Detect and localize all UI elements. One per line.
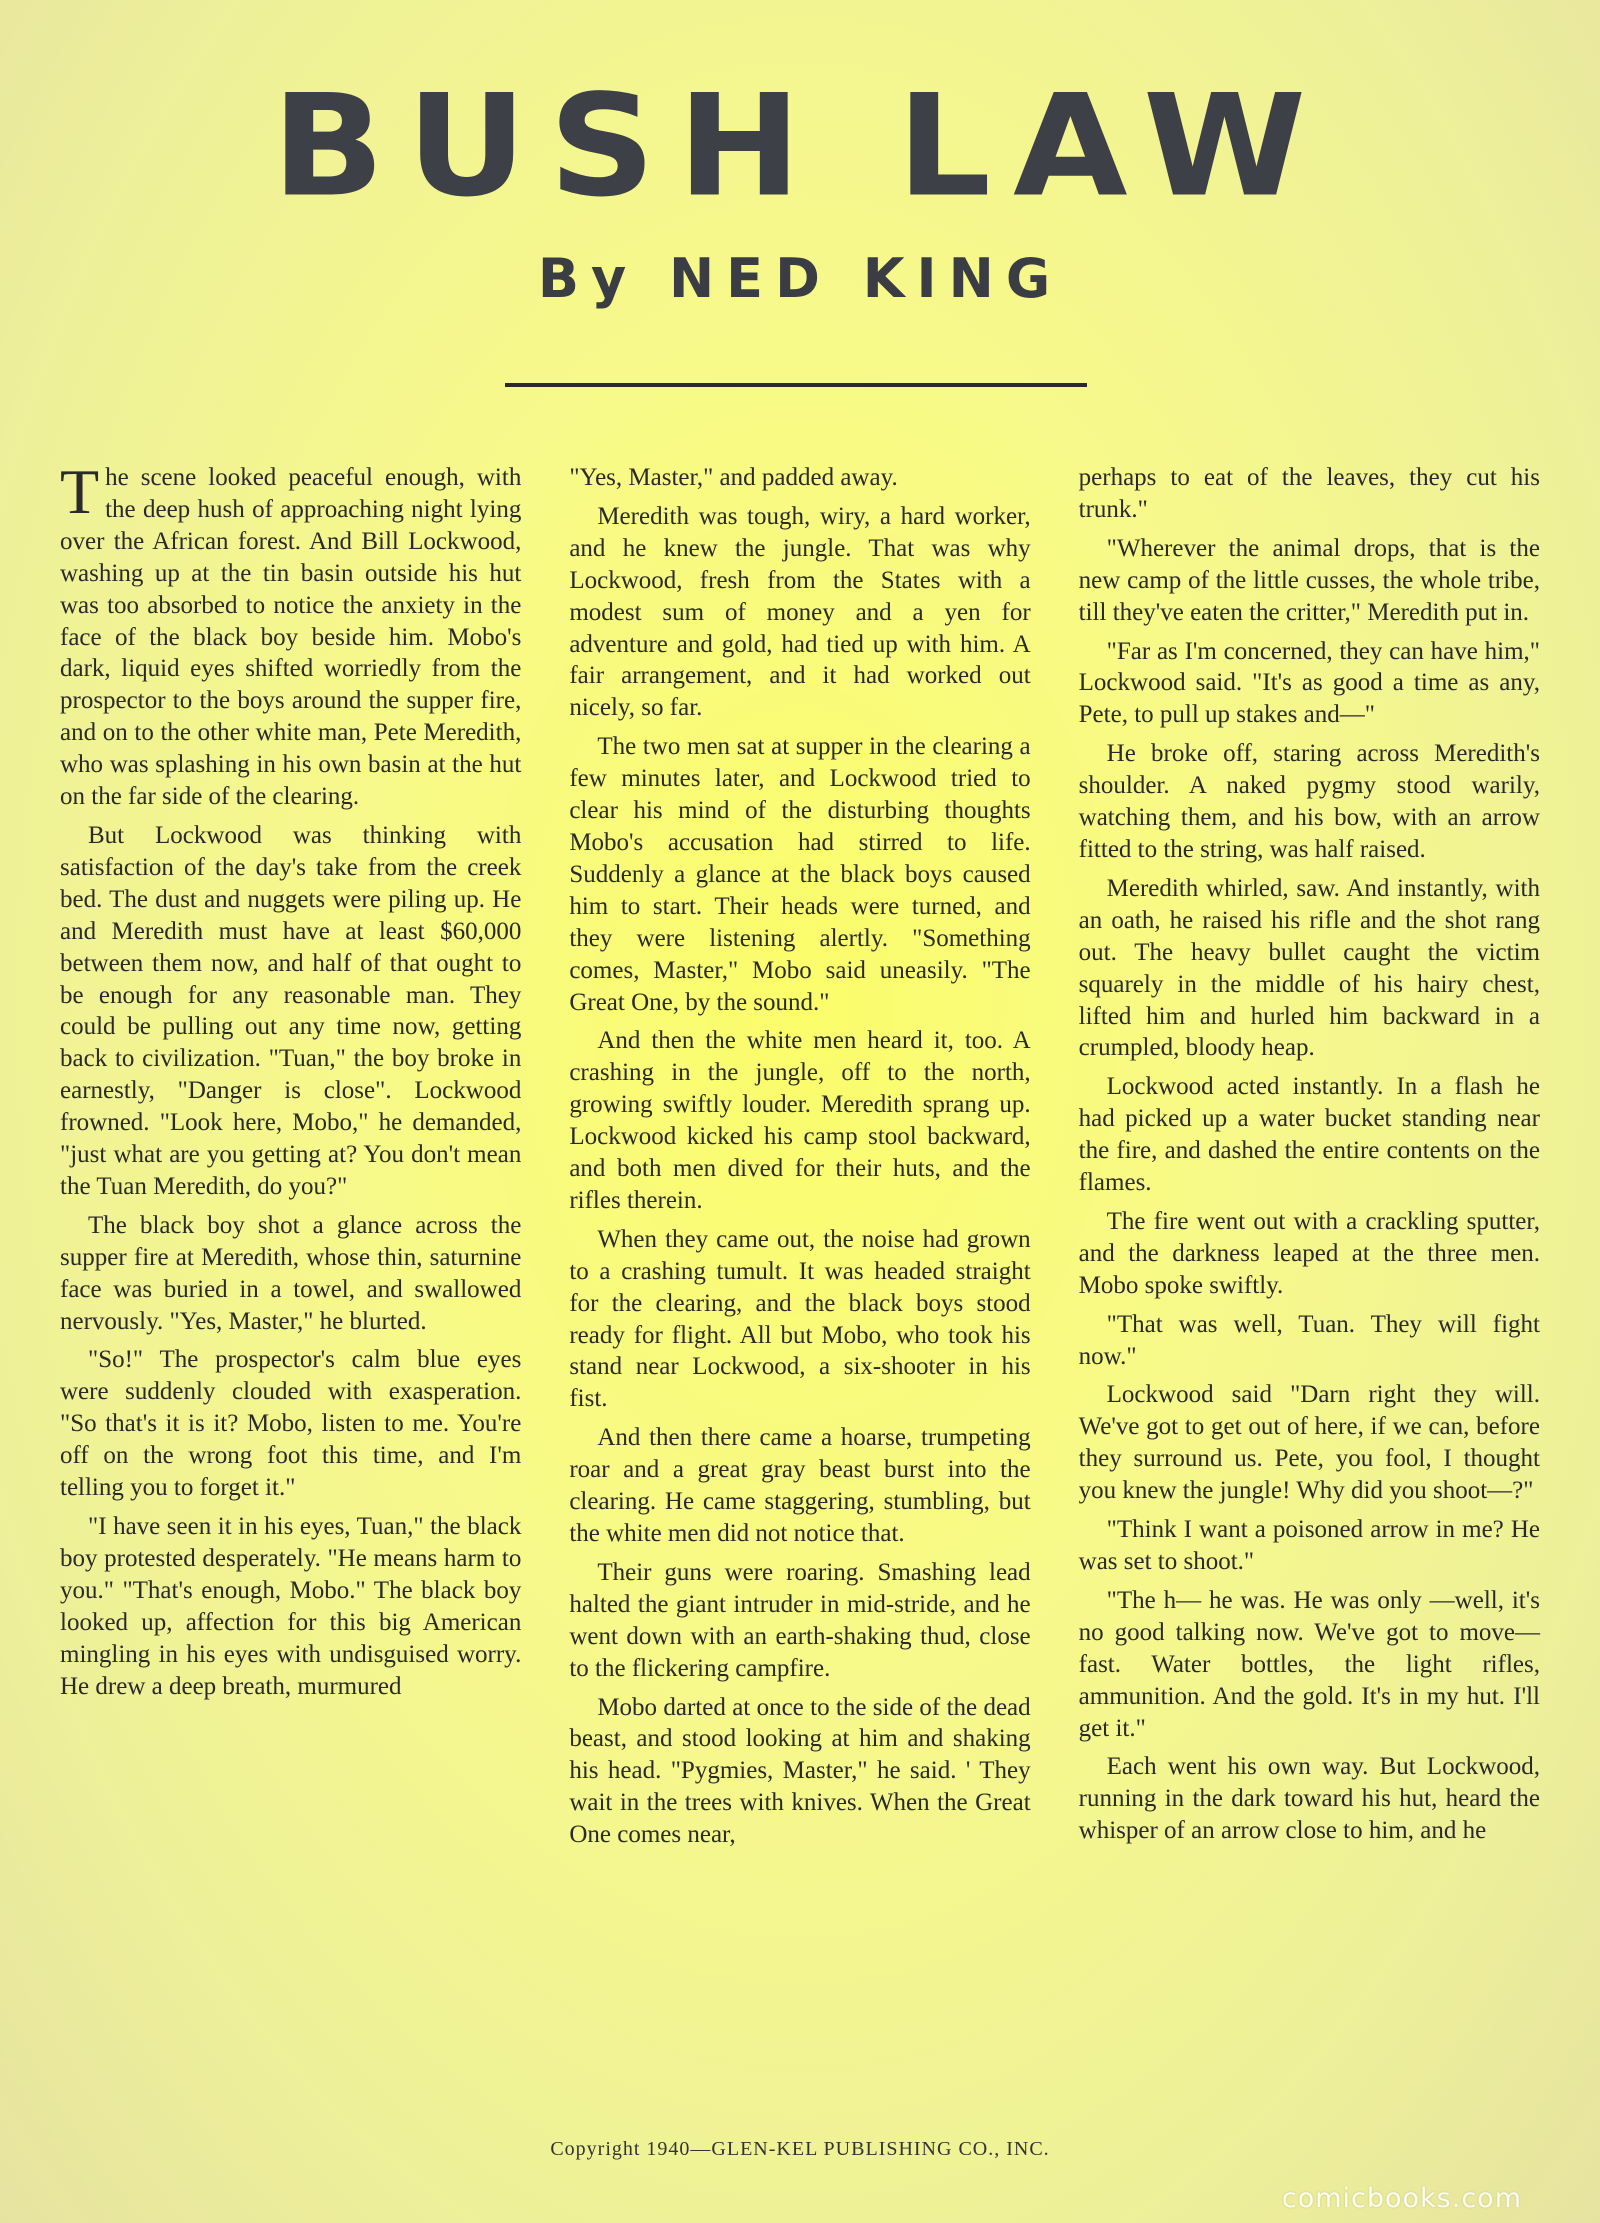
title-divider bbox=[505, 383, 1087, 387]
drop-cap: T bbox=[60, 456, 100, 527]
paragraph: Lockwood acted instantly. In a flash he had picked up a water bucket standing near the fire, and dashed the entire contents on the flames. bbox=[1078, 1073, 1540, 1197]
paragraph: perhaps to eat of the leaves, they cut his trunk." bbox=[1078, 464, 1540, 523]
site-watermark: comicbooks.com bbox=[1281, 2183, 1522, 2214]
paragraph: When they came out, the noise had grown to a crashing tumult. It was headed straight for the clearing, and the black boys stood ready for flight. All but Mobo, who took his stand near Lockwood, a six-shooter in his fist. bbox=[569, 1225, 1031, 1413]
paragraph: "Yes, Master," and padded away. bbox=[569, 464, 898, 491]
paragraph: Meredith whirled, saw. And instantly, with an oath, he raised his rifle and the shot rang out. The heavy bullet caught the victim squarely in the middle of his hairy chest, lifted him and hurled him backward in a crumpled, bloody heap. bbox=[1078, 874, 1540, 1062]
story-body bbox=[60, 456, 1540, 2122]
paragraph: "So!" The prospector's calm blue eyes were suddenly clouded with exasperation. "So that's it is it? Mobo, listen to me. You're off on the wrong foot this time, and I'm telling you to forget it." bbox=[60, 1346, 522, 1502]
paragraph: "Think I want a poisoned arrow in me? He was set to shoot." bbox=[1078, 1516, 1540, 1575]
story-title: BUSH LAW bbox=[271, 64, 1329, 228]
paragraph: "Far as I'm concerned, they can have him," Lockwood said. "It's as good a time as any, Pete, to pull up stakes and—" bbox=[1078, 637, 1540, 729]
paragraph: The black boy shot a glance across the supper fire at Meredith, whose thin, saturnine face was buried in a towel, and swallowed nervously. "Yes, Master," he blurted. bbox=[60, 1211, 522, 1335]
text-column-2 bbox=[569, 462, 1030, 2122]
paragraph: "That was well, Tuan. They will fight now." bbox=[1078, 1310, 1540, 1370]
paragraph: Mobo darted at once to the side of the dead beast, and stood looking at him and shaking his head. "Pygmies, Master," he said. ' They wait in the trees with knives. When the Great One comes near, bbox=[569, 1693, 1031, 1849]
paragraph: Meredith was tough, wiry, a hard worker, and he knew the jungle. That was why Lockwood, fresh from the States with a modest sum of money and a yen for adventure and gold, had tied up with him. A fair arrangement, and it had worked out nicely, so far. bbox=[569, 502, 1031, 722]
paragraph: The scene looked peaceful enough, with the deep hush of approaching night lying over the African forest. And Bill Lockwood, washing up at the tin basin outside his hut was too absorbed to notice the anxiety in the face of the black boy beside him. Mobo's dark, liquid eyes shifted worriedly from the prospector to the boys around the supper fire, and on to the other white man, Pete Meredith, who was splashing in his own basin at the hut on the far side of the clearing. bbox=[60, 456, 522, 811]
paragraph: "I have seen it in his eyes, Tuan," the black boy protested desperately. "He means harm to you." "That's enough, Mobo." The black boy looked up, affection for this big American mingling in his eyes with undisguised worry. He drew a deep breath, murmured bbox=[60, 1513, 522, 1700]
paragraph: "Wherever the animal drops, that is the new camp of the little cusses, the whole tribe, till they've eaten the critter," Meredith put in. bbox=[1078, 534, 1540, 626]
paragraph: But Lockwood was thinking with satisfaction of the day's take from the creek bed. The dust and nuggets were piling up. He and Meredith must have at least $60,000 between them now, and half of that ought to be enough for any reasonable man. They could be pulling out any time now, getting back to civilization. "Tuan," the boy broke in earnestly, "Danger is close". Lockwood frowned. "Look here, Mobo," he demanded, "just what are you getting at? You don't mean the Tuan Meredith, do you?" bbox=[60, 821, 522, 1200]
paragraph: And then there came a hoarse, trumpeting roar and a great gray beast burst into the clearing. He came staggering, stumbling, but the white men did not notice that. bbox=[569, 1424, 1031, 1547]
paragraph: Each went his own way. But Lockwood, running in the dark toward his hut, heard the whisper of an arrow close to him, and he bbox=[1078, 1753, 1540, 1845]
paragraph: The two men sat at supper in the clearing a few minutes later, and Lockwood tried to clear his mind of the disturbing thoughts Mobo's accusation had stirred to life. Suddenly a glance at the black boys caused him to start. Their heads were turned, and they were listening alertly. "Something comes, Master," Mobo said uneasily. "The Great One, by the sound." bbox=[569, 733, 1031, 1016]
author-byline: By NED KING bbox=[537, 247, 1063, 310]
copyright-notice: Copyright 1940—GLEN-KEL PUBLISHING CO., INC. bbox=[550, 2138, 1050, 2160]
text-column-1 bbox=[60, 456, 522, 2122]
paragraph: The fire went out with a crackling sputter, and the darkness leaped at the three men. Mobo spoke swiftly. bbox=[1078, 1207, 1540, 1299]
text-column-3 bbox=[1079, 462, 1540, 2122]
paragraph: He broke off, staring across Meredith's shoulder. A naked pygmy stood warily, watching them, and his bow, with an arrow fitted to the string, was half raised. bbox=[1078, 740, 1540, 863]
paragraph: Lockwood said "Darn right they will. We've got to get out of here, if we can, before they surround us. Pete, you fool, I thought you knew the jungle! Why did you shoot—?" bbox=[1078, 1381, 1540, 1505]
paragraph: "The h— he was. He was only —well, it's no good talking now. We've got to move—fast. Water bottles, the light rifles, ammunition. And the gold. It's in my hut. I'll get it." bbox=[1078, 1586, 1540, 1742]
paragraph: Their guns were roaring. Smashing lead halted the giant intruder in mid-stride, and he went down with an earth-shaking thud, close to the flickering campfire. bbox=[569, 1558, 1031, 1682]
paragraph: And then the white men heard it, too. A crashing in the jungle, off to the north, growing swiftly louder. Meredith sprang up. Lockwood kicked his camp stool backward, and both men dived for their huts, and the rifles therein. bbox=[569, 1027, 1031, 1214]
